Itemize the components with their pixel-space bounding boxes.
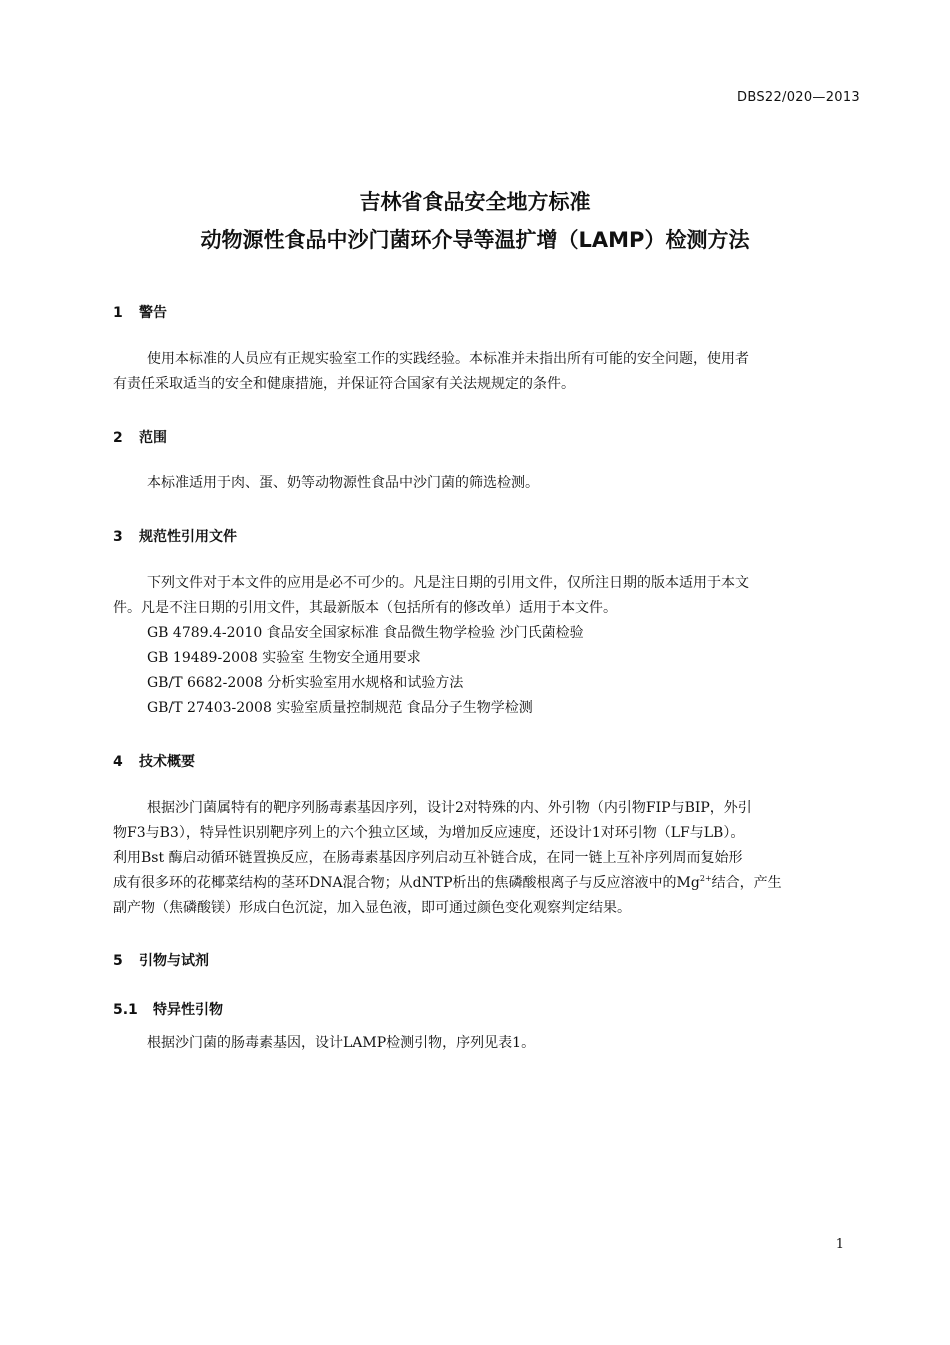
reference-item: GB/T 6682-2008 分析实验室用水规格和试验方法 bbox=[147, 675, 464, 691]
section-number: 5 bbox=[113, 953, 123, 969]
section-number: 4 bbox=[113, 754, 123, 770]
text-run: 结合，产生 bbox=[711, 875, 782, 891]
paragraph-line: 根据沙门菌的肠毒素基因，设计LAMP检测引物，序列见表1。 bbox=[147, 1035, 536, 1051]
text-run: 成有很多环的花椰菜结构的茎环DNA混合物；从dNTP析出的焦磷酸根离子与反应溶液中的Mg bbox=[113, 875, 700, 891]
paragraph-line: 本标准适用于肉、蛋、奶等动物源性食品中沙门菌的筛选检测。 bbox=[147, 475, 539, 491]
paragraph-line: 使用本标准的人员应有正规实验室工作的实践经验。本标准并未指出所有可能的安全问题，使用者 bbox=[147, 351, 749, 367]
section-number: 3 bbox=[113, 529, 123, 545]
paragraph-line: 利用Bst 酶启动循环链置换反应，在肠毒素基因序列启动互补链合成，在同一链上互补序列周而复始形 bbox=[113, 850, 743, 866]
section-title: 规范性引用文件 bbox=[139, 529, 237, 545]
section-title: 技术概要 bbox=[139, 754, 195, 770]
section-3-heading bbox=[113, 526, 237, 546]
section-title: 范围 bbox=[139, 430, 167, 446]
section-2-heading bbox=[113, 427, 167, 447]
section-number: 5.1 bbox=[113, 1002, 138, 1018]
title-line-2: 动物源性食品中沙门菌环介导等温扩增（LAMP）检测方法 bbox=[200, 228, 750, 252]
section-5-1-heading bbox=[113, 999, 223, 1019]
section-4-heading bbox=[113, 751, 195, 771]
reference-item: GB 19489-2008 实验室 生物安全通用要求 bbox=[147, 650, 421, 666]
paragraph-line: 件。凡是不注日期的引用文件，其最新版本（包括所有的修改单）适用于本文件。 bbox=[113, 600, 617, 616]
paragraph-line: 副产物（焦磷酸镁）形成白色沉淀，加入显色液，即可通过颜色变化观察判定结果。 bbox=[113, 900, 631, 916]
standard-code: DBS22/020—2013 bbox=[737, 90, 860, 105]
superscript: 2+ bbox=[699, 874, 712, 883]
section-number: 1 bbox=[113, 305, 123, 321]
page-number: 1 bbox=[835, 1237, 844, 1252]
section-number: 2 bbox=[113, 430, 123, 446]
paragraph-line bbox=[113, 871, 861, 896]
reference-item: GB 4789.4-2010 食品安全国家标准 食品微生物学检验 沙门氏菌检验 bbox=[147, 625, 584, 641]
paragraph-line: 根据沙门菌属特有的靶序列肠毒素基因序列，设计2对特殊的内、外引物（内引物FIP与BIP，外引 bbox=[147, 800, 752, 816]
reference-item: GB/T 27403-2008 实验室质量控制规范 食品分子生物学检测 bbox=[147, 700, 533, 716]
title-line-1: 吉林省食品安全地方标准 bbox=[359, 190, 591, 214]
paragraph-line: 有责任采取适当的安全和健康措施，并保证符合国家有关法规规定的条件。 bbox=[113, 376, 575, 392]
section-title: 引物与试剂 bbox=[139, 953, 209, 969]
section-title: 特异性引物 bbox=[153, 1002, 223, 1018]
paragraph-line: 下列文件对于本文件的应用是必不可少的。凡是注日期的引用文件，仅所注日期的版本适用于本文 bbox=[147, 575, 749, 591]
section-1-heading bbox=[113, 302, 167, 322]
section-5-heading bbox=[113, 950, 209, 970]
section-title: 警告 bbox=[139, 305, 167, 321]
paragraph-line: 物F3与B3），特异性识别靶序列上的六个独立区域，为增加反应速度，还设计1对环引物（LF与LB）。 bbox=[113, 825, 745, 841]
